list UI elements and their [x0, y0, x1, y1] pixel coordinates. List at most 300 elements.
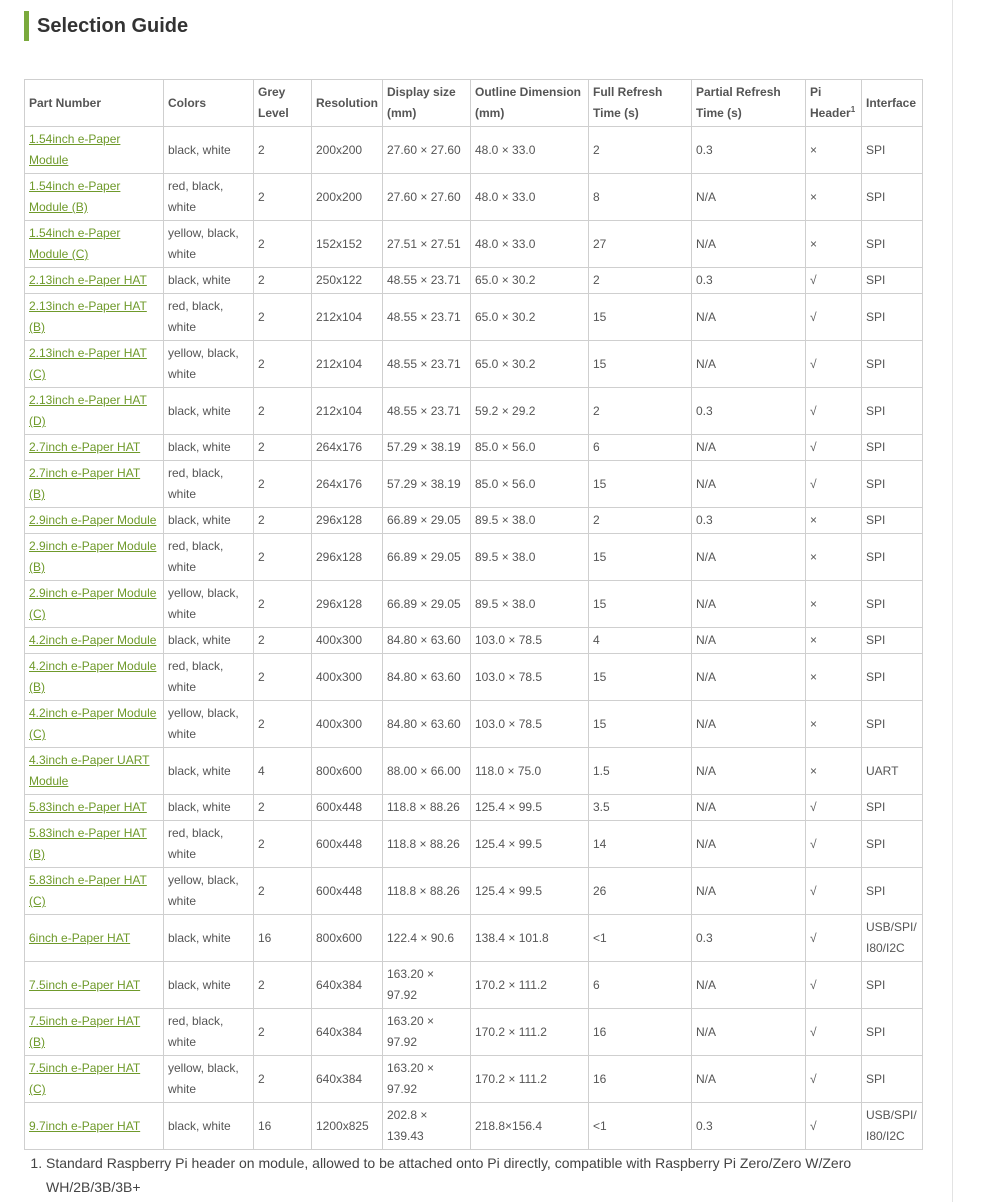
part-number-link[interactable]: 7.5inch e-Paper HAT (C): [29, 1061, 141, 1096]
partial-refresh-cell: N/A: [692, 962, 806, 1009]
resolution-cell: 212x104: [312, 294, 383, 341]
part-number-cell: [25, 1056, 164, 1103]
partial-refresh-cell: N/A: [692, 174, 806, 221]
outline-dimension-cell: 170.2 × 111.2: [471, 962, 589, 1009]
interface-cell: SPI: [862, 868, 923, 915]
colors-cell: black, white: [164, 795, 254, 821]
part-number-cell: [25, 221, 164, 268]
pi-header-cell: √: [806, 1009, 862, 1056]
colors-cell: black, white: [164, 127, 254, 174]
partial-refresh-cell: N/A: [692, 534, 806, 581]
grey-level-cell: 2: [254, 701, 312, 748]
column-header: Partial Refresh Time (s): [692, 80, 806, 127]
colors-cell: yellow, black, white: [164, 868, 254, 915]
grey-level-cell: 4: [254, 748, 312, 795]
part-number-cell: [25, 915, 164, 962]
display-size-cell: 84.80 × 63.60: [383, 628, 471, 654]
pi-header-cell: √: [806, 268, 862, 294]
display-size-cell: 57.29 × 38.19: [383, 461, 471, 508]
part-number-cell: [25, 294, 164, 341]
partial-refresh-cell: N/A: [692, 795, 806, 821]
full-refresh-cell: 27: [589, 221, 692, 268]
part-number-link[interactable]: 4.2inch e-Paper Module (C): [29, 706, 157, 741]
table-header-row: [25, 80, 923, 127]
part-number-link[interactable]: 1.54inch e-Paper Module (C): [29, 226, 121, 261]
outline-dimension-cell: 218.8×156.4: [471, 1103, 589, 1150]
display-size-cell: 48.55 × 23.71: [383, 268, 471, 294]
outline-dimension-cell: 85.0 × 56.0: [471, 435, 589, 461]
resolution-cell: 640x384: [312, 1009, 383, 1056]
colors-cell: black, white: [164, 915, 254, 962]
full-refresh-cell: 15: [589, 294, 692, 341]
column-header: Colors: [164, 80, 254, 127]
interface-cell: SPI: [862, 268, 923, 294]
partial-refresh-cell: N/A: [692, 821, 806, 868]
partial-refresh-cell: 0.3: [692, 268, 806, 294]
pi-header-cell: ×: [806, 127, 862, 174]
interface-cell: UART: [862, 748, 923, 795]
part-number-link[interactable]: 2.9inch e-Paper Module (C): [29, 586, 157, 621]
pi-header-cell: √: [806, 435, 862, 461]
partial-refresh-cell: 0.3: [692, 508, 806, 534]
part-number-cell: [25, 435, 164, 461]
outline-dimension-cell: 170.2 × 111.2: [471, 1009, 589, 1056]
column-header: Grey Level: [254, 80, 312, 127]
interface-cell: SPI: [862, 628, 923, 654]
colors-cell: black, white: [164, 962, 254, 1009]
pi-header-cell: √: [806, 294, 862, 341]
grey-level-cell: 2: [254, 868, 312, 915]
full-refresh-cell: <1: [589, 915, 692, 962]
display-size-cell: 88.00 × 66.00: [383, 748, 471, 795]
grey-level-cell: 2: [254, 581, 312, 628]
part-number-cell: [25, 868, 164, 915]
part-number-link[interactable]: 2.13inch e-Paper HAT: [29, 273, 147, 287]
interface-cell: SPI: [862, 534, 923, 581]
resolution-cell: 152x152: [312, 221, 383, 268]
grey-level-cell: 2: [254, 962, 312, 1009]
display-size-cell: 163.20 × 97.92: [383, 1009, 471, 1056]
colors-cell: yellow, black, white: [164, 581, 254, 628]
grey-level-cell: 2: [254, 341, 312, 388]
table-row: [25, 915, 923, 962]
part-number-link[interactable]: 4.2inch e-Paper Module: [29, 633, 157, 647]
grey-level-cell: 2: [254, 127, 312, 174]
part-number-link[interactable]: 2.13inch e-Paper HAT (C): [29, 346, 147, 381]
colors-cell: black, white: [164, 1103, 254, 1150]
interface-cell: SPI: [862, 581, 923, 628]
column-header-label: Pi Header: [810, 85, 851, 120]
outline-dimension-cell: 48.0 × 33.0: [471, 174, 589, 221]
full-refresh-cell: 3.5: [589, 795, 692, 821]
display-size-cell: 122.4 × 90.6: [383, 915, 471, 962]
column-header: Full Refresh Time (s): [589, 80, 692, 127]
display-size-cell: 84.80 × 63.60: [383, 654, 471, 701]
table-row: [25, 268, 923, 294]
colors-cell: red, black, white: [164, 174, 254, 221]
full-refresh-cell: 16: [589, 1009, 692, 1056]
interface-cell: SPI: [862, 174, 923, 221]
outline-dimension-cell: 89.5 × 38.0: [471, 508, 589, 534]
display-size-cell: 57.29 × 38.19: [383, 435, 471, 461]
outline-dimension-cell: 138.4 × 101.8: [471, 915, 589, 962]
table-row: [25, 127, 923, 174]
table-row: [25, 868, 923, 915]
table-row: [25, 654, 923, 701]
interface-cell: SPI: [862, 701, 923, 748]
colors-cell: yellow, black, white: [164, 341, 254, 388]
colors-cell: black, white: [164, 748, 254, 795]
pi-header-cell: ×: [806, 508, 862, 534]
interface-cell: SPI: [862, 127, 923, 174]
full-refresh-cell: 2: [589, 127, 692, 174]
resolution-cell: 296x128: [312, 534, 383, 581]
part-number-link[interactable]: 9.7inch e-Paper HAT: [29, 1118, 141, 1133]
resolution-cell: 400x300: [312, 628, 383, 654]
pi-header-cell: ×: [806, 748, 862, 795]
partial-refresh-cell: N/A: [692, 461, 806, 508]
column-header: Interface: [862, 80, 923, 127]
colors-cell: red, black, white: [164, 294, 254, 341]
resolution-cell: 800x600: [312, 748, 383, 795]
resolution-cell: 800x600: [312, 915, 383, 962]
display-size-cell: 27.60 × 27.60: [383, 174, 471, 221]
partial-refresh-cell: N/A: [692, 1009, 806, 1056]
display-size-cell: 163.20 × 97.92: [383, 1056, 471, 1103]
resolution-cell: 296x128: [312, 508, 383, 534]
part-number-link[interactable]: 5.83inch e-Paper HAT: [29, 800, 147, 814]
display-size-cell: 84.80 × 63.60: [383, 701, 471, 748]
resolution-cell: 212x104: [312, 341, 383, 388]
full-refresh-cell: 15: [589, 534, 692, 581]
partial-refresh-cell: N/A: [692, 654, 806, 701]
resolution-cell: 212x104: [312, 388, 383, 435]
display-size-cell: 66.89 × 29.05: [383, 581, 471, 628]
colors-cell: yellow, black, white: [164, 1056, 254, 1103]
part-number-link[interactable]: 7.5inch e-Paper HAT: [29, 977, 141, 992]
grey-level-cell: 16: [254, 915, 312, 962]
grey-level-cell: 2: [254, 174, 312, 221]
display-size-cell: 48.55 × 23.71: [383, 388, 471, 435]
resolution-cell: 200x200: [312, 174, 383, 221]
resolution-cell: 600x448: [312, 795, 383, 821]
outline-dimension-cell: 125.4 × 99.5: [471, 795, 589, 821]
part-number-link[interactable]: 1.54inch e-Paper Module (B): [29, 179, 121, 214]
outline-dimension-cell: 65.0 × 30.2: [471, 341, 589, 388]
pi-header-cell: √: [806, 962, 862, 1009]
interface-cell: SPI: [862, 1056, 923, 1103]
grey-level-cell: 2: [254, 461, 312, 508]
colors-cell: black, white: [164, 628, 254, 654]
grey-level-cell: 2: [254, 268, 312, 294]
pi-header-cell: ×: [806, 534, 862, 581]
part-number-link[interactable]: 6inch e-Paper HAT: [29, 930, 131, 945]
full-refresh-cell: 26: [589, 868, 692, 915]
footnote-marker[interactable]: 1: [850, 105, 856, 114]
part-number-link[interactable]: 2.7inch e-Paper HAT: [29, 440, 141, 454]
grey-level-cell: 2: [254, 654, 312, 701]
outline-dimension-cell: 65.0 × 30.2: [471, 294, 589, 341]
outline-dimension-cell: 103.0 × 78.5: [471, 701, 589, 748]
grey-level-cell: 2: [254, 221, 312, 268]
table-row: [25, 628, 923, 654]
column-header: Part Number: [25, 80, 164, 127]
table-row: [25, 581, 923, 628]
colors-cell: yellow, black, white: [164, 221, 254, 268]
full-refresh-cell: 4: [589, 628, 692, 654]
part-number-link[interactable]: 7.5inch e-Paper HAT (B): [29, 1014, 141, 1049]
outline-dimension-cell: 48.0 × 33.0: [471, 221, 589, 268]
part-number-link[interactable]: 2.7inch e-Paper HAT (B): [29, 466, 141, 501]
display-size-cell: 118.8 × 88.26: [383, 795, 471, 821]
part-number-cell: [25, 534, 164, 581]
resolution-cell: 250x122: [312, 268, 383, 294]
table-row: [25, 341, 923, 388]
part-number-cell: [25, 1103, 164, 1150]
resolution-cell: 400x300: [312, 701, 383, 748]
partial-refresh-cell: N/A: [692, 221, 806, 268]
display-size-cell: 163.20 × 97.92: [383, 962, 471, 1009]
full-refresh-cell: 2: [589, 268, 692, 294]
partial-refresh-cell: N/A: [692, 341, 806, 388]
partial-refresh-cell: N/A: [692, 748, 806, 795]
interface-cell: USB/SPI/ I80/I2C: [862, 1103, 923, 1150]
outline-dimension-cell: 118.0 × 75.0: [471, 748, 589, 795]
partial-refresh-cell: N/A: [692, 581, 806, 628]
colors-cell: black, white: [164, 435, 254, 461]
interface-cell: SPI: [862, 341, 923, 388]
colors-cell: black, white: [164, 388, 254, 435]
pi-header-cell: √: [806, 868, 862, 915]
colors-cell: red, black, white: [164, 821, 254, 868]
full-refresh-cell: 15: [589, 581, 692, 628]
outline-dimension-cell: 48.0 × 33.0: [471, 127, 589, 174]
display-size-cell: 118.8 × 88.26: [383, 868, 471, 915]
part-number-cell: [25, 461, 164, 508]
part-number-cell: [25, 821, 164, 868]
pi-header-cell: √: [806, 915, 862, 962]
colors-cell: yellow, black, white: [164, 701, 254, 748]
resolution-cell: 264x176: [312, 435, 383, 461]
display-size-cell: 27.60 × 27.60: [383, 127, 471, 174]
resolution-cell: 400x300: [312, 654, 383, 701]
part-number-link[interactable]: 2.9inch e-Paper Module: [29, 513, 157, 527]
interface-cell: SPI: [862, 795, 923, 821]
table-row: [25, 1103, 923, 1150]
table-row: [25, 821, 923, 868]
part-number-cell: [25, 701, 164, 748]
table-row: [25, 435, 923, 461]
grey-level-cell: 2: [254, 534, 312, 581]
interface-cell: SPI: [862, 962, 923, 1009]
part-number-cell: [25, 628, 164, 654]
pi-header-cell: √: [806, 388, 862, 435]
resolution-cell: 640x384: [312, 1056, 383, 1103]
pi-header-cell: √: [806, 1103, 862, 1150]
column-header: Resolution: [312, 80, 383, 127]
partial-refresh-cell: N/A: [692, 628, 806, 654]
footnote-list: [28, 1151, 946, 1199]
resolution-cell: 1200x825: [312, 1103, 383, 1150]
part-number-link[interactable]: 4.2inch e-Paper Module (B): [29, 659, 157, 694]
colors-cell: red, black, white: [164, 461, 254, 508]
table-row: [25, 508, 923, 534]
interface-cell: SPI: [862, 294, 923, 341]
table-row: [25, 962, 923, 1009]
part-number-cell: [25, 795, 164, 821]
page-divider: [952, 0, 953, 1202]
partial-refresh-cell: N/A: [692, 868, 806, 915]
table-row: [25, 294, 923, 341]
partial-refresh-cell: 0.3: [692, 388, 806, 435]
pi-header-cell: ×: [806, 581, 862, 628]
section-heading: [24, 11, 188, 41]
interface-cell: SPI: [862, 1009, 923, 1056]
resolution-cell: 640x384: [312, 962, 383, 1009]
part-number-cell: [25, 581, 164, 628]
colors-cell: black, white: [164, 508, 254, 534]
full-refresh-cell: 14: [589, 821, 692, 868]
page-title: Selection Guide: [37, 14, 189, 37]
table-row: [25, 748, 923, 795]
part-number-cell: [25, 654, 164, 701]
full-refresh-cell: 2: [589, 508, 692, 534]
part-number-link[interactable]: 4.3inch e-Paper UART Module: [29, 753, 150, 788]
footnote-item: 1. Standard Raspberry Pi header on module, allowed to be attached onto Pi directly, compatible with Raspberry Pi Zero/Zero W/Zero WH/2B/3B/3B+: [46, 1151, 946, 1199]
full-refresh-cell: 2: [589, 388, 692, 435]
grey-level-cell: 2: [254, 1009, 312, 1056]
full-refresh-cell: 15: [589, 654, 692, 701]
interface-cell: SPI: [862, 821, 923, 868]
part-number-link[interactable]: 5.83inch e-Paper HAT (B): [29, 826, 147, 861]
pi-header-cell: √: [806, 461, 862, 508]
outline-dimension-cell: 89.5 × 38.0: [471, 581, 589, 628]
resolution-cell: 200x200: [312, 127, 383, 174]
outline-dimension-cell: 125.4 × 99.5: [471, 821, 589, 868]
partial-refresh-cell: 0.3: [692, 127, 806, 174]
part-number-cell: [25, 127, 164, 174]
colors-cell: black, white: [164, 268, 254, 294]
resolution-cell: 600x448: [312, 821, 383, 868]
table-row: [25, 388, 923, 435]
pi-header-cell: ×: [806, 628, 862, 654]
grey-level-cell: 2: [254, 1056, 312, 1103]
table-row: [25, 534, 923, 581]
full-refresh-cell: 1.5: [589, 748, 692, 795]
grey-level-cell: 2: [254, 821, 312, 868]
full-refresh-cell: 15: [589, 461, 692, 508]
outline-dimension-cell: 125.4 × 99.5: [471, 868, 589, 915]
full-refresh-cell: 6: [589, 435, 692, 461]
partial-refresh-cell: N/A: [692, 294, 806, 341]
grey-level-cell: 2: [254, 435, 312, 461]
table-row: [25, 221, 923, 268]
part-number-cell: [25, 508, 164, 534]
table-row: [25, 174, 923, 221]
column-header: Display size (mm): [383, 80, 471, 127]
pi-header-cell: √: [806, 341, 862, 388]
table-row: [25, 701, 923, 748]
grey-level-cell: 2: [254, 388, 312, 435]
grey-level-cell: 2: [254, 795, 312, 821]
table-row: [25, 461, 923, 508]
pi-header-cell: √: [806, 1056, 862, 1103]
colors-cell: red, black, white: [164, 654, 254, 701]
pi-header-cell: √: [806, 795, 862, 821]
colors-cell: red, black, white: [164, 534, 254, 581]
partial-refresh-cell: N/A: [692, 1056, 806, 1103]
part-number-link[interactable]: 2.13inch e-Paper HAT (B): [29, 299, 147, 334]
part-number-link[interactable]: 5.83inch e-Paper HAT (C): [29, 873, 147, 908]
full-refresh-cell: 15: [589, 701, 692, 748]
partial-refresh-cell: N/A: [692, 701, 806, 748]
partial-refresh-cell: N/A: [692, 435, 806, 461]
grey-level-cell: 2: [254, 294, 312, 341]
part-number-link[interactable]: 2.9inch e-Paper Module (B): [29, 539, 157, 574]
outline-dimension-cell: 65.0 × 30.2: [471, 268, 589, 294]
display-size-cell: 118.8 × 88.26: [383, 821, 471, 868]
column-header-pi-header: [806, 80, 862, 127]
colors-cell: red, black, white: [164, 1009, 254, 1056]
full-refresh-cell: <1: [589, 1103, 692, 1150]
grey-level-cell: 16: [254, 1103, 312, 1150]
full-refresh-cell: 8: [589, 174, 692, 221]
part-number-cell: [25, 268, 164, 294]
resolution-cell: 600x448: [312, 868, 383, 915]
outline-dimension-cell: 103.0 × 78.5: [471, 628, 589, 654]
outline-dimension-cell: 85.0 × 56.0: [471, 461, 589, 508]
grey-level-cell: 2: [254, 628, 312, 654]
interface-cell: SPI: [862, 461, 923, 508]
interface-cell: SPI: [862, 508, 923, 534]
pi-header-cell: ×: [806, 701, 862, 748]
pi-header-cell: ×: [806, 654, 862, 701]
part-number-link[interactable]: 1.54inch e-Paper Module: [29, 132, 121, 167]
grey-level-cell: 2: [254, 508, 312, 534]
outline-dimension-cell: 59.2 × 29.2: [471, 388, 589, 435]
pi-header-cell: ×: [806, 174, 862, 221]
partial-refresh-cell: 0.3: [692, 915, 806, 962]
table-row: [25, 795, 923, 821]
outline-dimension-cell: 103.0 × 78.5: [471, 654, 589, 701]
interface-cell: SPI: [862, 435, 923, 461]
part-number-cell: [25, 388, 164, 435]
full-refresh-cell: 16: [589, 1056, 692, 1103]
display-size-cell: 66.89 × 29.05: [383, 534, 471, 581]
full-refresh-cell: 6: [589, 962, 692, 1009]
resolution-cell: 264x176: [312, 461, 383, 508]
part-number-link[interactable]: 2.13inch e-Paper HAT (D): [29, 393, 147, 428]
outline-dimension-cell: 89.5 × 38.0: [471, 534, 589, 581]
pi-header-cell: √: [806, 821, 862, 868]
interface-cell: SPI: [862, 654, 923, 701]
resolution-cell: 296x128: [312, 581, 383, 628]
display-size-cell: 202.8 × 139.43: [383, 1103, 471, 1150]
interface-cell: USB/SPI/ I80/I2C: [862, 915, 923, 962]
table-row: [25, 1056, 923, 1103]
display-size-cell: 27.51 × 27.51: [383, 221, 471, 268]
part-number-cell: [25, 1009, 164, 1056]
outline-dimension-cell: 170.2 × 111.2: [471, 1056, 589, 1103]
part-number-cell: [25, 341, 164, 388]
interface-cell: SPI: [862, 388, 923, 435]
interface-cell: SPI: [862, 221, 923, 268]
column-header: Outline Dimension (mm): [471, 80, 589, 127]
display-size-cell: 66.89 × 29.05: [383, 508, 471, 534]
partial-refresh-cell: 0.3: [692, 1103, 806, 1150]
pi-header-cell: ×: [806, 221, 862, 268]
part-number-cell: [25, 962, 164, 1009]
